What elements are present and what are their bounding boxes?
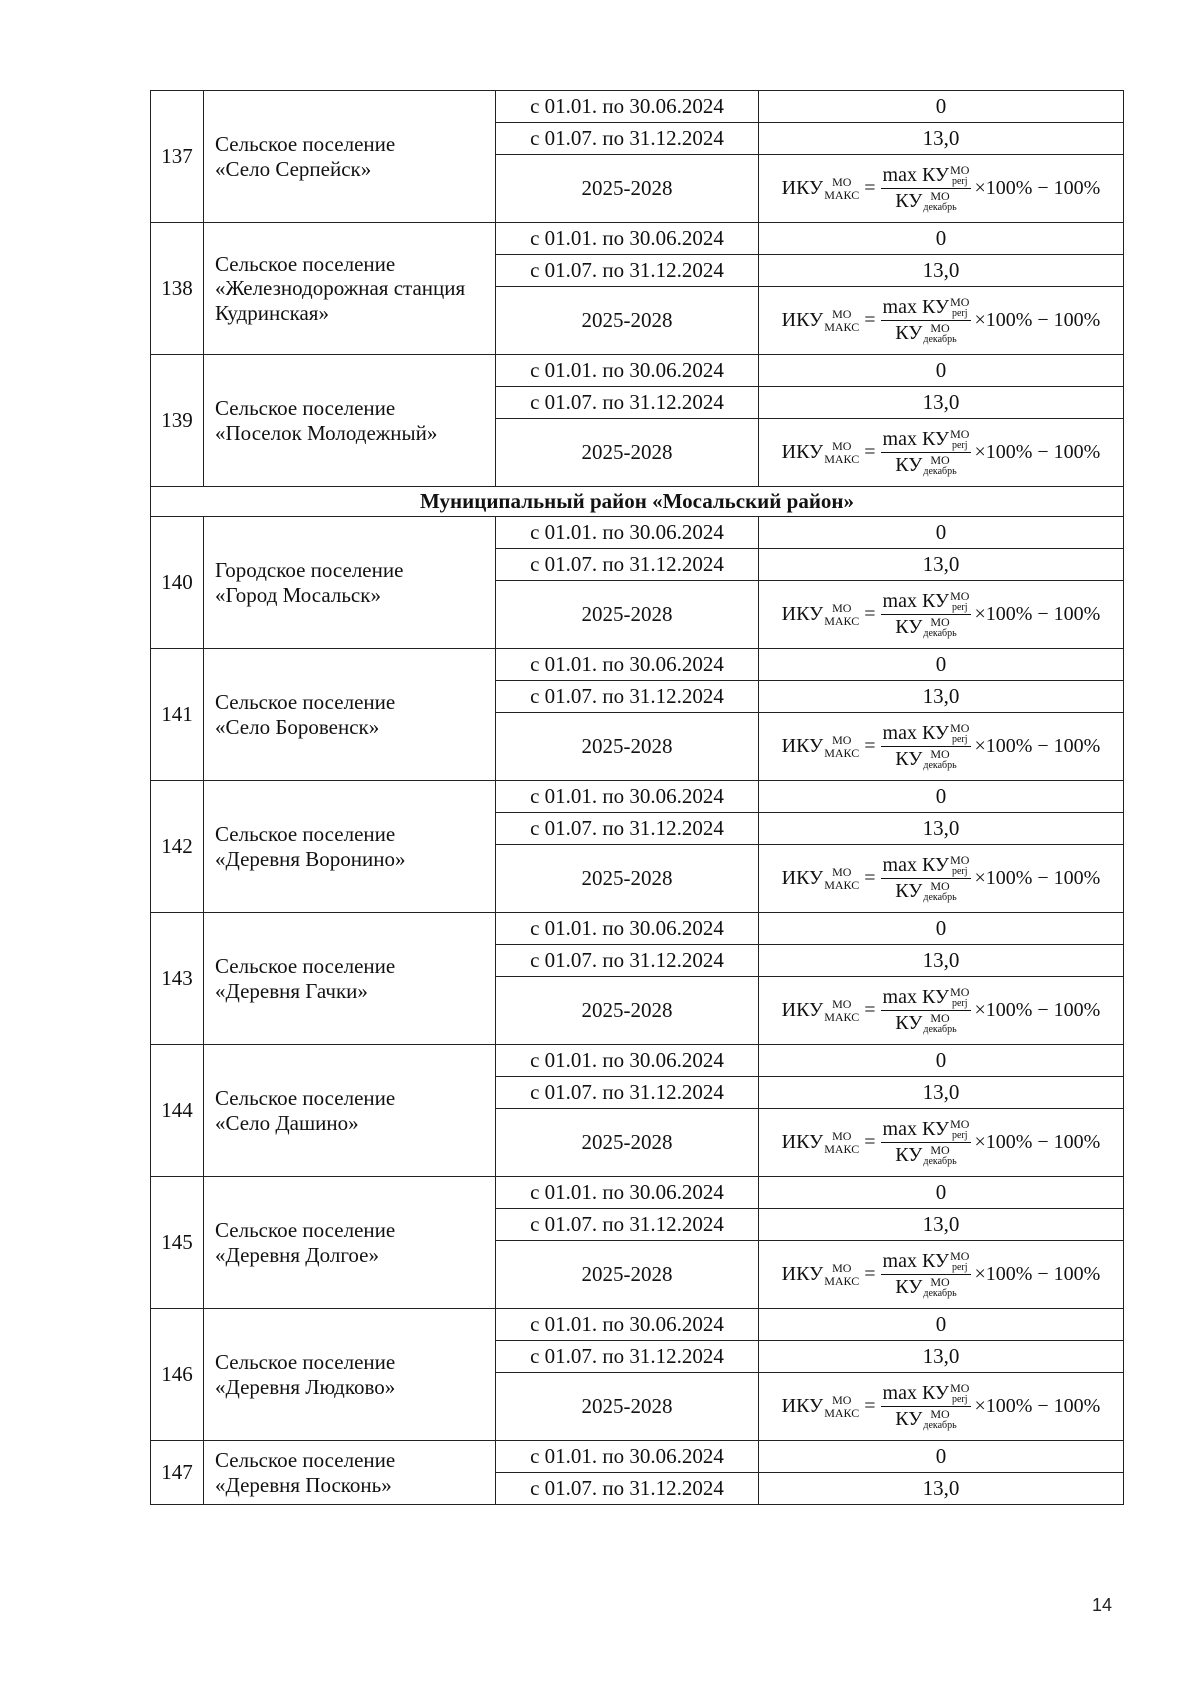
settlement-name [204,91,496,223]
period-cell: с 01.01. по 30.06.2024 [496,1045,759,1077]
table-row [151,91,1124,123]
settlement-name-line: Сельское поселение [215,690,396,715]
period-cell: с 01.07. по 31.12.2024 [496,1077,759,1109]
formula: ИКУ МО МАКС = max КУ МО perj КУ МО декабрь ×100% − 100% [781,294,1101,345]
value-cell: 13,0 [759,387,1124,419]
page-number: 14 [1092,1595,1113,1615]
period-cell: 2025-2028 [496,419,759,487]
entry-number: 143 [151,913,204,1045]
settlement-name-line: «Село Дашино» [215,1110,359,1135]
settlement-name [204,517,496,649]
settlement-name-line: «Деревня Людково» [215,1374,396,1399]
entry-number: 146 [151,1309,204,1441]
settlement-name-line: Сельское поселение [215,954,396,979]
formula: ИКУ МО МАКС = max КУ МО perj КУ МО декабрь ×100% − 100% [781,720,1101,771]
period-cell: 2025-2028 [496,1109,759,1177]
value-cell: 0 [759,1045,1124,1077]
entry-number: 138 [151,223,204,355]
settlement-name-line: Кудринская» [215,300,329,325]
table-row [151,355,1124,387]
formula-cell [759,1109,1124,1177]
entry-number: 144 [151,1045,204,1177]
formula: ИКУ МО МАКС = max КУ МО perj КУ МО декабрь ×100% − 100% [781,852,1101,903]
settlement-name [204,781,496,913]
settlement-name-line: Сельское поселение [215,1218,396,1243]
period-cell: с 01.07. по 31.12.2024 [496,1209,759,1241]
value-cell: 0 [759,355,1124,387]
settlement-name [204,355,496,487]
value-cell: 13,0 [759,945,1124,977]
entry-number: 145 [151,1177,204,1309]
settlement-name-line: «Деревня Посконь» [215,1472,392,1497]
period-cell: 2025-2028 [496,581,759,649]
settlement-name [204,913,496,1045]
period-cell: с 01.07. по 31.12.2024 [496,1341,759,1373]
formula-cell [759,845,1124,913]
formula: ИКУ МО МАКС = max КУ МО perj КУ МО декабрь ×100% − 100% [781,1248,1101,1299]
settlement-name-line: Сельское поселение [215,252,396,277]
period-cell: с 01.01. по 30.06.2024 [496,91,759,123]
value-cell: 13,0 [759,123,1124,155]
table-row [151,649,1124,681]
formula-cell [759,977,1124,1045]
value-cell: 13,0 [759,681,1124,713]
value-cell: 13,0 [759,813,1124,845]
settlement-name-line: «Деревня Гачки» [215,978,368,1003]
district-header-row [151,487,1124,517]
entry-number: 142 [151,781,204,913]
period-cell: 2025-2028 [496,1373,759,1441]
period-cell: с 01.07. по 31.12.2024 [496,1473,759,1505]
tariff-table [150,90,1124,1505]
formula: ИКУ МО МАКС = max КУ МО perj КУ МО декабрь ×100% − 100% [781,1380,1101,1431]
settlement-name-line: Сельское поселение [215,396,396,421]
entry-number: 140 [151,517,204,649]
value-cell: 13,0 [759,255,1124,287]
settlement-name [204,1045,496,1177]
period-cell: с 01.07. по 31.12.2024 [496,681,759,713]
formula: ИКУ МО МАКС = max КУ МО perj КУ МО декабрь ×100% − 100% [781,162,1101,213]
settlement-name [204,1177,496,1309]
value-cell: 0 [759,913,1124,945]
period-cell: с 01.01. по 30.06.2024 [496,913,759,945]
settlement-name-line: «Деревня Долгое» [215,1242,379,1267]
formula: ИКУ МО МАКС = max КУ МО perj КУ МО декабрь ×100% − 100% [781,588,1101,639]
formula-cell [759,713,1124,781]
settlement-name-line: Сельское поселение [215,1350,396,1375]
period-cell: с 01.07. по 31.12.2024 [496,255,759,287]
period-cell: с 01.07. по 31.12.2024 [496,549,759,581]
table-row [151,1045,1124,1077]
table-row [151,1177,1124,1209]
settlement-name [204,1441,496,1505]
value-cell: 0 [759,91,1124,123]
formula: ИКУ МО МАКС = max КУ МО perj КУ МО декабрь ×100% − 100% [781,1116,1101,1167]
settlement-name [204,649,496,781]
formula: ИКУ МО МАКС = max КУ МО perj КУ МО декабрь ×100% − 100% [781,984,1101,1035]
settlement-name-line: Городское поселение [215,558,404,583]
settlement-name-line: Сельское поселение [215,132,396,157]
formula-cell [759,1373,1124,1441]
period-cell: 2025-2028 [496,155,759,223]
period-cell: с 01.01. по 30.06.2024 [496,649,759,681]
district-header: Муниципальный район «Мосальский район» [151,487,1124,517]
period-cell: 2025-2028 [496,713,759,781]
period-cell: с 01.07. по 31.12.2024 [496,813,759,845]
settlement-name-line: «Село Серпейск» [215,156,372,181]
settlement-name [204,1309,496,1441]
settlement-name-line: Сельское поселение [215,1086,396,1111]
entry-number: 147 [151,1441,204,1505]
period-cell: с 01.01. по 30.06.2024 [496,1441,759,1473]
value-cell: 13,0 [759,1341,1124,1373]
settlement-name-line: «Город Мосальск» [215,582,381,607]
value-cell: 0 [759,781,1124,813]
value-cell: 13,0 [759,1473,1124,1505]
period-cell: с 01.01. по 30.06.2024 [496,1177,759,1209]
entry-number: 137 [151,91,204,223]
entry-number: 139 [151,355,204,487]
value-cell: 0 [759,223,1124,255]
formula-cell [759,155,1124,223]
period-cell: 2025-2028 [496,845,759,913]
settlement-name-line: «Железнодорожная станция [215,276,466,301]
period-cell: 2025-2028 [496,977,759,1045]
period-cell: с 01.01. по 30.06.2024 [496,1309,759,1341]
period-cell: с 01.01. по 30.06.2024 [496,223,759,255]
value-cell: 0 [759,517,1124,549]
value-cell: 0 [759,649,1124,681]
period-cell: 2025-2028 [496,287,759,355]
formula-cell [759,581,1124,649]
period-cell: с 01.01. по 30.06.2024 [496,517,759,549]
period-cell: 2025-2028 [496,1241,759,1309]
settlement-name-line: «Село Боровенск» [215,714,380,739]
table-row [151,1441,1124,1473]
value-cell: 13,0 [759,549,1124,581]
period-cell: с 01.07. по 31.12.2024 [496,123,759,155]
period-cell: с 01.07. по 31.12.2024 [496,945,759,977]
value-cell: 0 [759,1309,1124,1341]
settlement-name-line: «Поселок Молодежный» [215,420,438,445]
settlement-name-line: Сельское поселение [215,1448,396,1473]
formula: ИКУ МО МАКС = max КУ МО perj КУ МО декабрь ×100% − 100% [781,426,1101,477]
table-row [151,517,1124,549]
value-cell: 0 [759,1177,1124,1209]
settlement-name [204,223,496,355]
value-cell: 13,0 [759,1209,1124,1241]
value-cell: 13,0 [759,1077,1124,1109]
table-body [151,91,1124,1505]
table-row [151,781,1124,813]
period-cell: с 01.01. по 30.06.2024 [496,781,759,813]
table-row [151,913,1124,945]
settlement-name-line: «Деревня Воронино» [215,846,406,871]
settlement-name-line: Сельское поселение [215,822,396,847]
table-row [151,223,1124,255]
entry-number: 141 [151,649,204,781]
value-cell: 0 [759,1441,1124,1473]
formula-cell [759,1241,1124,1309]
period-cell: с 01.01. по 30.06.2024 [496,355,759,387]
formula-cell [759,287,1124,355]
table-row [151,1309,1124,1341]
period-cell: с 01.07. по 31.12.2024 [496,387,759,419]
formula-cell [759,419,1124,487]
